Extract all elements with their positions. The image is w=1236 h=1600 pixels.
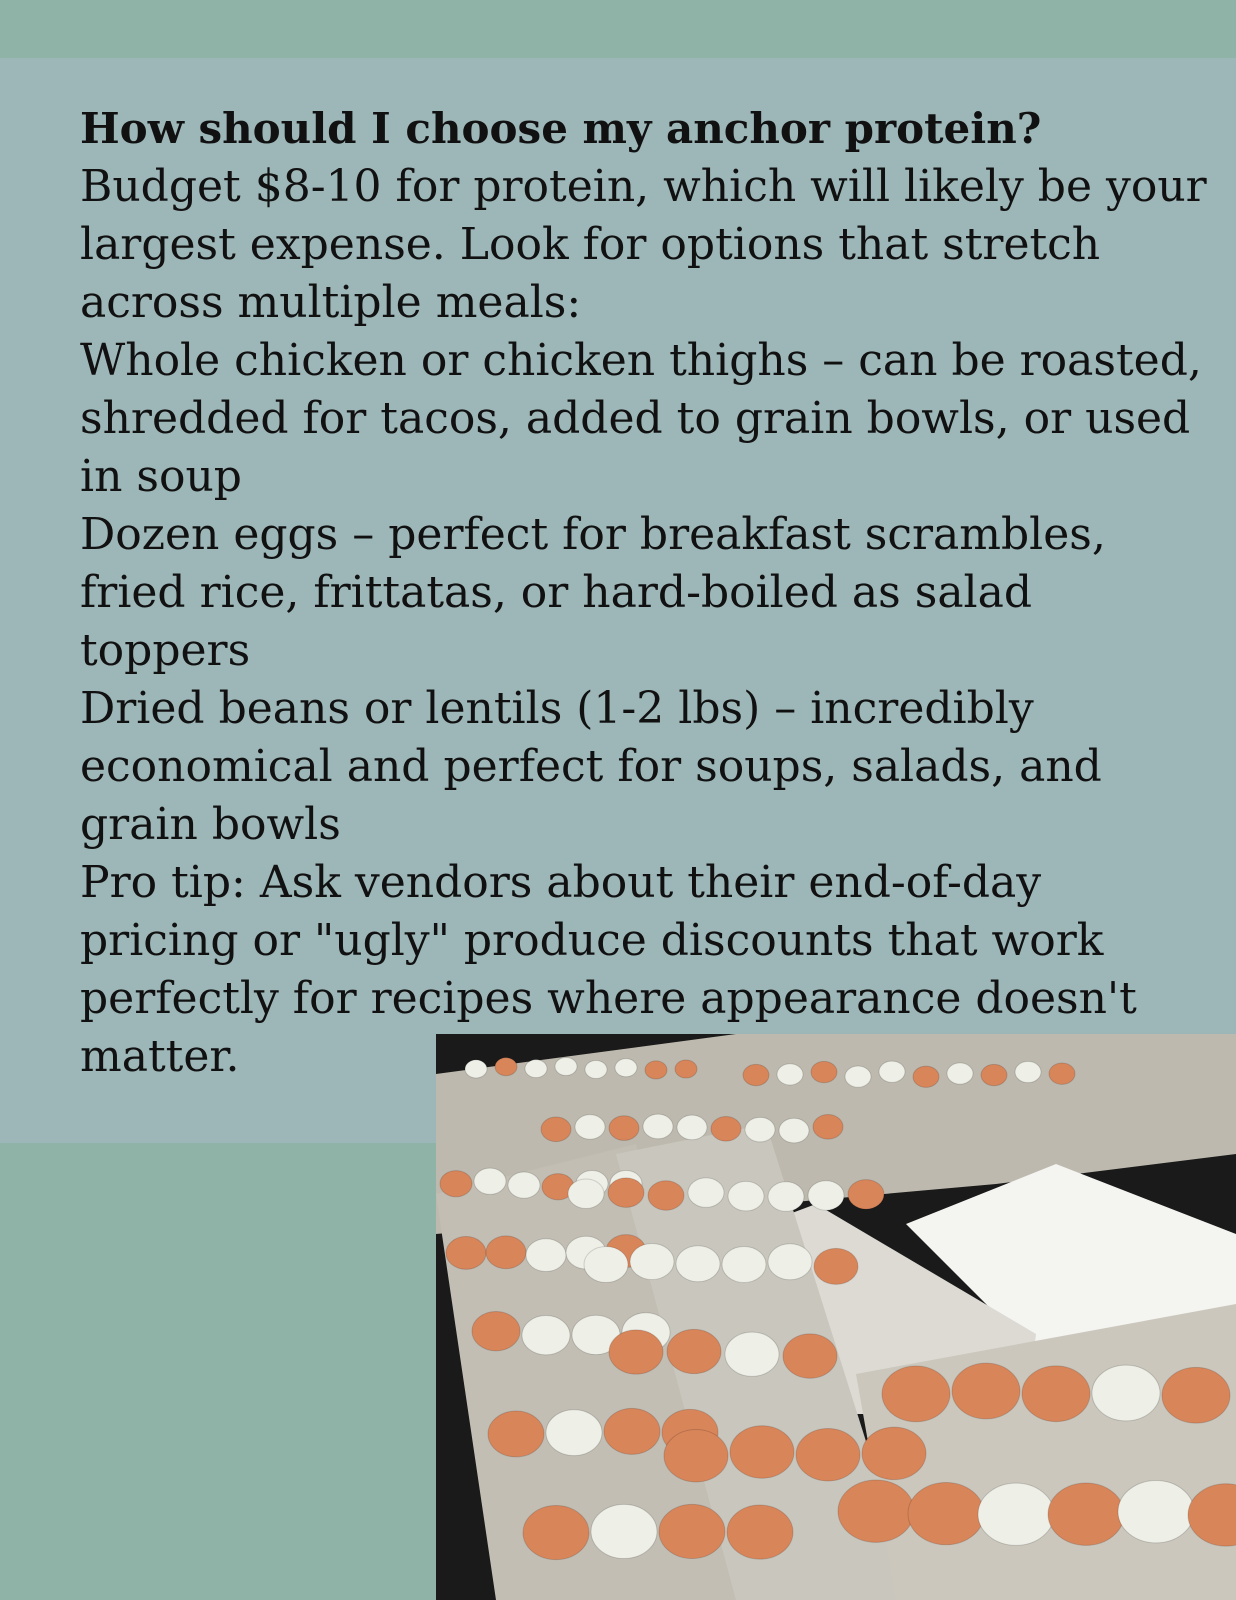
top-color-band (0, 0, 1236, 58)
egg (440, 1171, 472, 1197)
egg (862, 1427, 926, 1479)
article-body (80, 100, 1210, 1086)
egg (1118, 1481, 1194, 1543)
article-heading: How should I choose my anchor protein? (80, 104, 1042, 153)
egg (474, 1168, 506, 1194)
egg (688, 1178, 724, 1208)
egg (630, 1243, 674, 1279)
egg (811, 1061, 837, 1082)
egg (730, 1426, 794, 1478)
egg (555, 1057, 577, 1075)
egg (465, 1060, 487, 1078)
egg (472, 1311, 520, 1350)
egg (796, 1429, 860, 1481)
paragraph-beans: Dried beans or lentils (1-2 lbs) – incredibly economical and perfect for soups, salads, and grain bowls (80, 683, 1102, 850)
egg (677, 1115, 707, 1140)
egg (814, 1248, 858, 1284)
egg (526, 1239, 566, 1272)
eggs-photo-illustration (436, 1034, 1236, 1600)
egg (568, 1179, 604, 1209)
egg (727, 1505, 793, 1559)
egg (643, 1114, 673, 1139)
egg (879, 1061, 905, 1082)
egg (1162, 1367, 1230, 1423)
egg (1048, 1483, 1124, 1545)
paragraph-pro-tip: Pro tip: Ask vendors about their end-of-day pricing or "ugly" produce discounts that work perfectly for recipes where appearance doesn't matter. (80, 857, 1137, 1082)
egg (667, 1329, 721, 1373)
egg (645, 1061, 667, 1079)
egg (783, 1334, 837, 1378)
egg (609, 1116, 639, 1141)
egg (522, 1316, 570, 1355)
egg (848, 1180, 884, 1210)
egg (648, 1181, 684, 1211)
egg (675, 1060, 697, 1078)
egg (575, 1115, 605, 1140)
egg (584, 1246, 628, 1282)
egg (711, 1117, 741, 1142)
egg (608, 1178, 644, 1208)
egg (725, 1332, 779, 1376)
egg (1092, 1365, 1160, 1421)
egg (541, 1117, 571, 1142)
paragraph-chicken: Whole chicken or chicken thighs – can be roasted, shredded for tacos, added to grain bowls, or used in soup (80, 335, 1202, 502)
egg (609, 1330, 663, 1374)
egg (508, 1172, 540, 1198)
egg (495, 1058, 517, 1076)
egg (808, 1181, 844, 1211)
egg (768, 1244, 812, 1280)
eggs-photo (436, 1034, 1236, 1600)
egg (525, 1060, 547, 1078)
paragraph-eggs: Dozen eggs – perfect for breakfast scrambles, fried rice, frittatas, or hard-boiled as salad toppers (80, 509, 1106, 676)
egg (777, 1064, 803, 1085)
egg (722, 1246, 766, 1282)
egg (1015, 1061, 1041, 1082)
egg (604, 1408, 660, 1454)
egg (585, 1061, 607, 1079)
egg (676, 1246, 720, 1282)
egg (913, 1066, 939, 1087)
egg (591, 1504, 657, 1558)
egg (728, 1181, 764, 1211)
egg (813, 1115, 843, 1140)
egg (882, 1366, 950, 1422)
egg (486, 1236, 526, 1269)
paragraph-budget: Budget $8-10 for protein, which will likely be your largest expense. Look for options that stretch across multiple meals: (80, 161, 1207, 328)
egg (978, 1483, 1054, 1545)
egg (743, 1064, 769, 1085)
egg (523, 1506, 589, 1560)
egg (779, 1118, 809, 1143)
egg (1022, 1366, 1090, 1422)
egg (615, 1059, 637, 1077)
egg (659, 1504, 725, 1558)
egg (1049, 1063, 1075, 1084)
egg (952, 1363, 1020, 1419)
egg (446, 1237, 486, 1270)
egg (488, 1411, 544, 1457)
egg (768, 1182, 804, 1212)
egg (664, 1430, 728, 1482)
egg (908, 1482, 984, 1544)
egg (981, 1064, 1007, 1085)
egg (947, 1063, 973, 1084)
egg (745, 1117, 775, 1142)
egg (838, 1480, 914, 1542)
egg (546, 1410, 602, 1456)
egg (845, 1066, 871, 1087)
